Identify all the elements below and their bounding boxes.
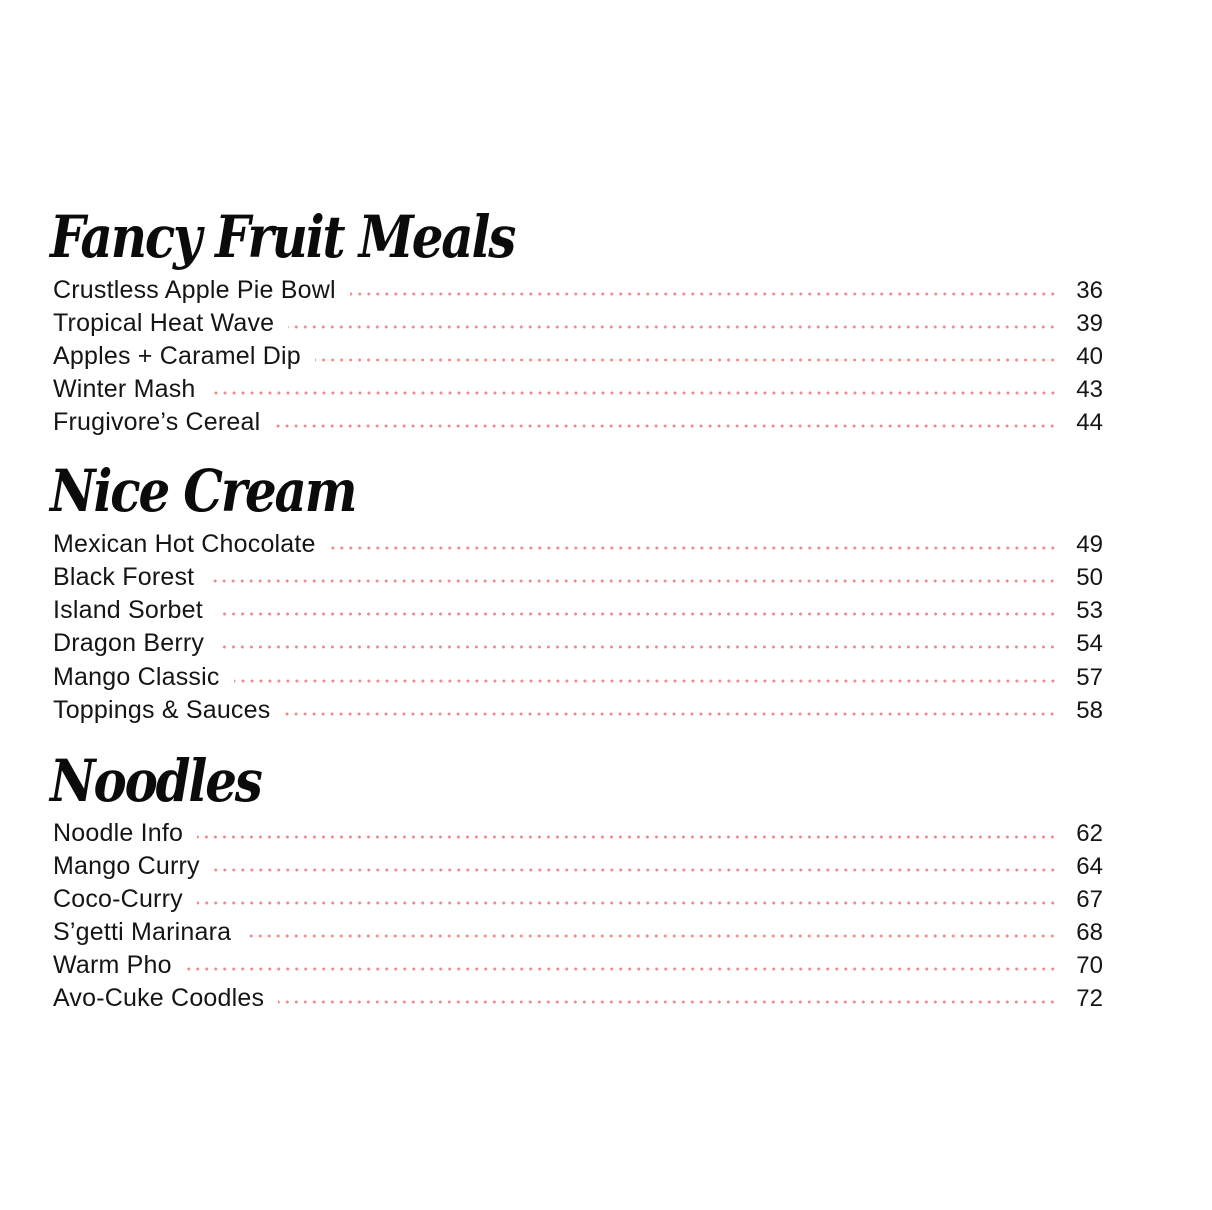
entry-page-number: 43 [1076,375,1103,403]
toc-entry[interactable] [53,373,1103,406]
toc-entry[interactable] [53,817,1103,850]
section-title: Noodles [50,747,261,815]
entry-page-number: 40 [1076,342,1103,370]
entry-page-number: 49 [1076,530,1103,558]
entry-page-number: 72 [1076,984,1103,1012]
entry-page-number: 50 [1076,563,1103,591]
toc-entry[interactable] [53,594,1103,627]
dot-leader [186,967,1057,971]
toc-entry[interactable] [53,528,1103,561]
entry-page-number: 64 [1076,852,1103,880]
entry-title: Tropical Heat Wave [53,309,275,337]
entry-title: Black Forest [53,563,195,591]
entry-title: Toppings & Sauces [53,696,271,724]
entry-page-number: 53 [1076,596,1103,624]
toc-entry[interactable] [53,982,1103,1015]
entry-page-number: 58 [1076,696,1103,724]
entry-page-number: 44 [1076,408,1103,436]
entry-page-number: 54 [1076,629,1103,657]
entry-title: Coco-Curry [53,885,183,913]
entry-page-number: 57 [1076,663,1103,691]
entry-title: Mexican Hot Chocolate [53,530,316,558]
entry-page-number: 67 [1076,885,1103,913]
toc-entry[interactable] [53,850,1103,883]
dot-leader [210,391,1057,395]
dot-leader [218,645,1057,649]
dot-leader [217,612,1057,616]
dot-leader [330,546,1057,550]
dot-leader [208,579,1057,583]
dot-leader [234,679,1057,683]
entry-page-number: 62 [1076,819,1103,847]
entry-page-number: 36 [1076,276,1103,304]
entry-title: Warm Pho [53,951,172,979]
entry-title: Island Sorbet [53,596,203,624]
toc-entry[interactable] [53,661,1103,694]
entry-title: Dragon Berry [53,629,205,657]
section-title: Nice Cream [50,457,356,525]
entry-title: Avo-Cuke Coodles [53,984,265,1012]
entry-title: S’getti Marinara [53,918,232,946]
toc-entry[interactable] [53,949,1103,982]
entry-title: Mango Classic [53,663,220,691]
toc-entry[interactable] [53,916,1103,949]
toc-entry[interactable] [53,627,1103,660]
entry-title: Noodle Info [53,819,184,847]
section-title: Fancy Fruit Meals [50,203,515,271]
dot-leader [288,325,1057,329]
entry-page-number: 68 [1076,918,1103,946]
dot-leader [214,868,1057,872]
dot-leader [197,835,1057,839]
toc-entry[interactable] [53,307,1103,340]
toc-entry[interactable] [53,406,1103,439]
dot-leader [245,934,1057,938]
entry-title: Mango Curry [53,852,200,880]
dot-leader [278,1000,1057,1004]
toc-entry[interactable] [53,694,1103,727]
dot-leader [350,292,1057,296]
toc-entry[interactable] [53,274,1103,307]
entry-page-number: 70 [1076,951,1103,979]
toc-entry[interactable] [53,883,1103,916]
entry-title: Apples + Caramel Dip [53,342,301,370]
toc-entry[interactable] [53,340,1103,373]
entry-title: Winter Mash [53,375,196,403]
toc-entry[interactable] [53,561,1103,594]
entry-title: Crustless Apple Pie Bowl [53,276,336,304]
dot-leader [197,901,1057,905]
dot-leader [315,358,1057,362]
entry-title: Frugivore’s Cereal [53,408,261,436]
entry-page-number: 39 [1076,309,1103,337]
dot-leader [284,712,1057,716]
dot-leader [274,424,1057,428]
